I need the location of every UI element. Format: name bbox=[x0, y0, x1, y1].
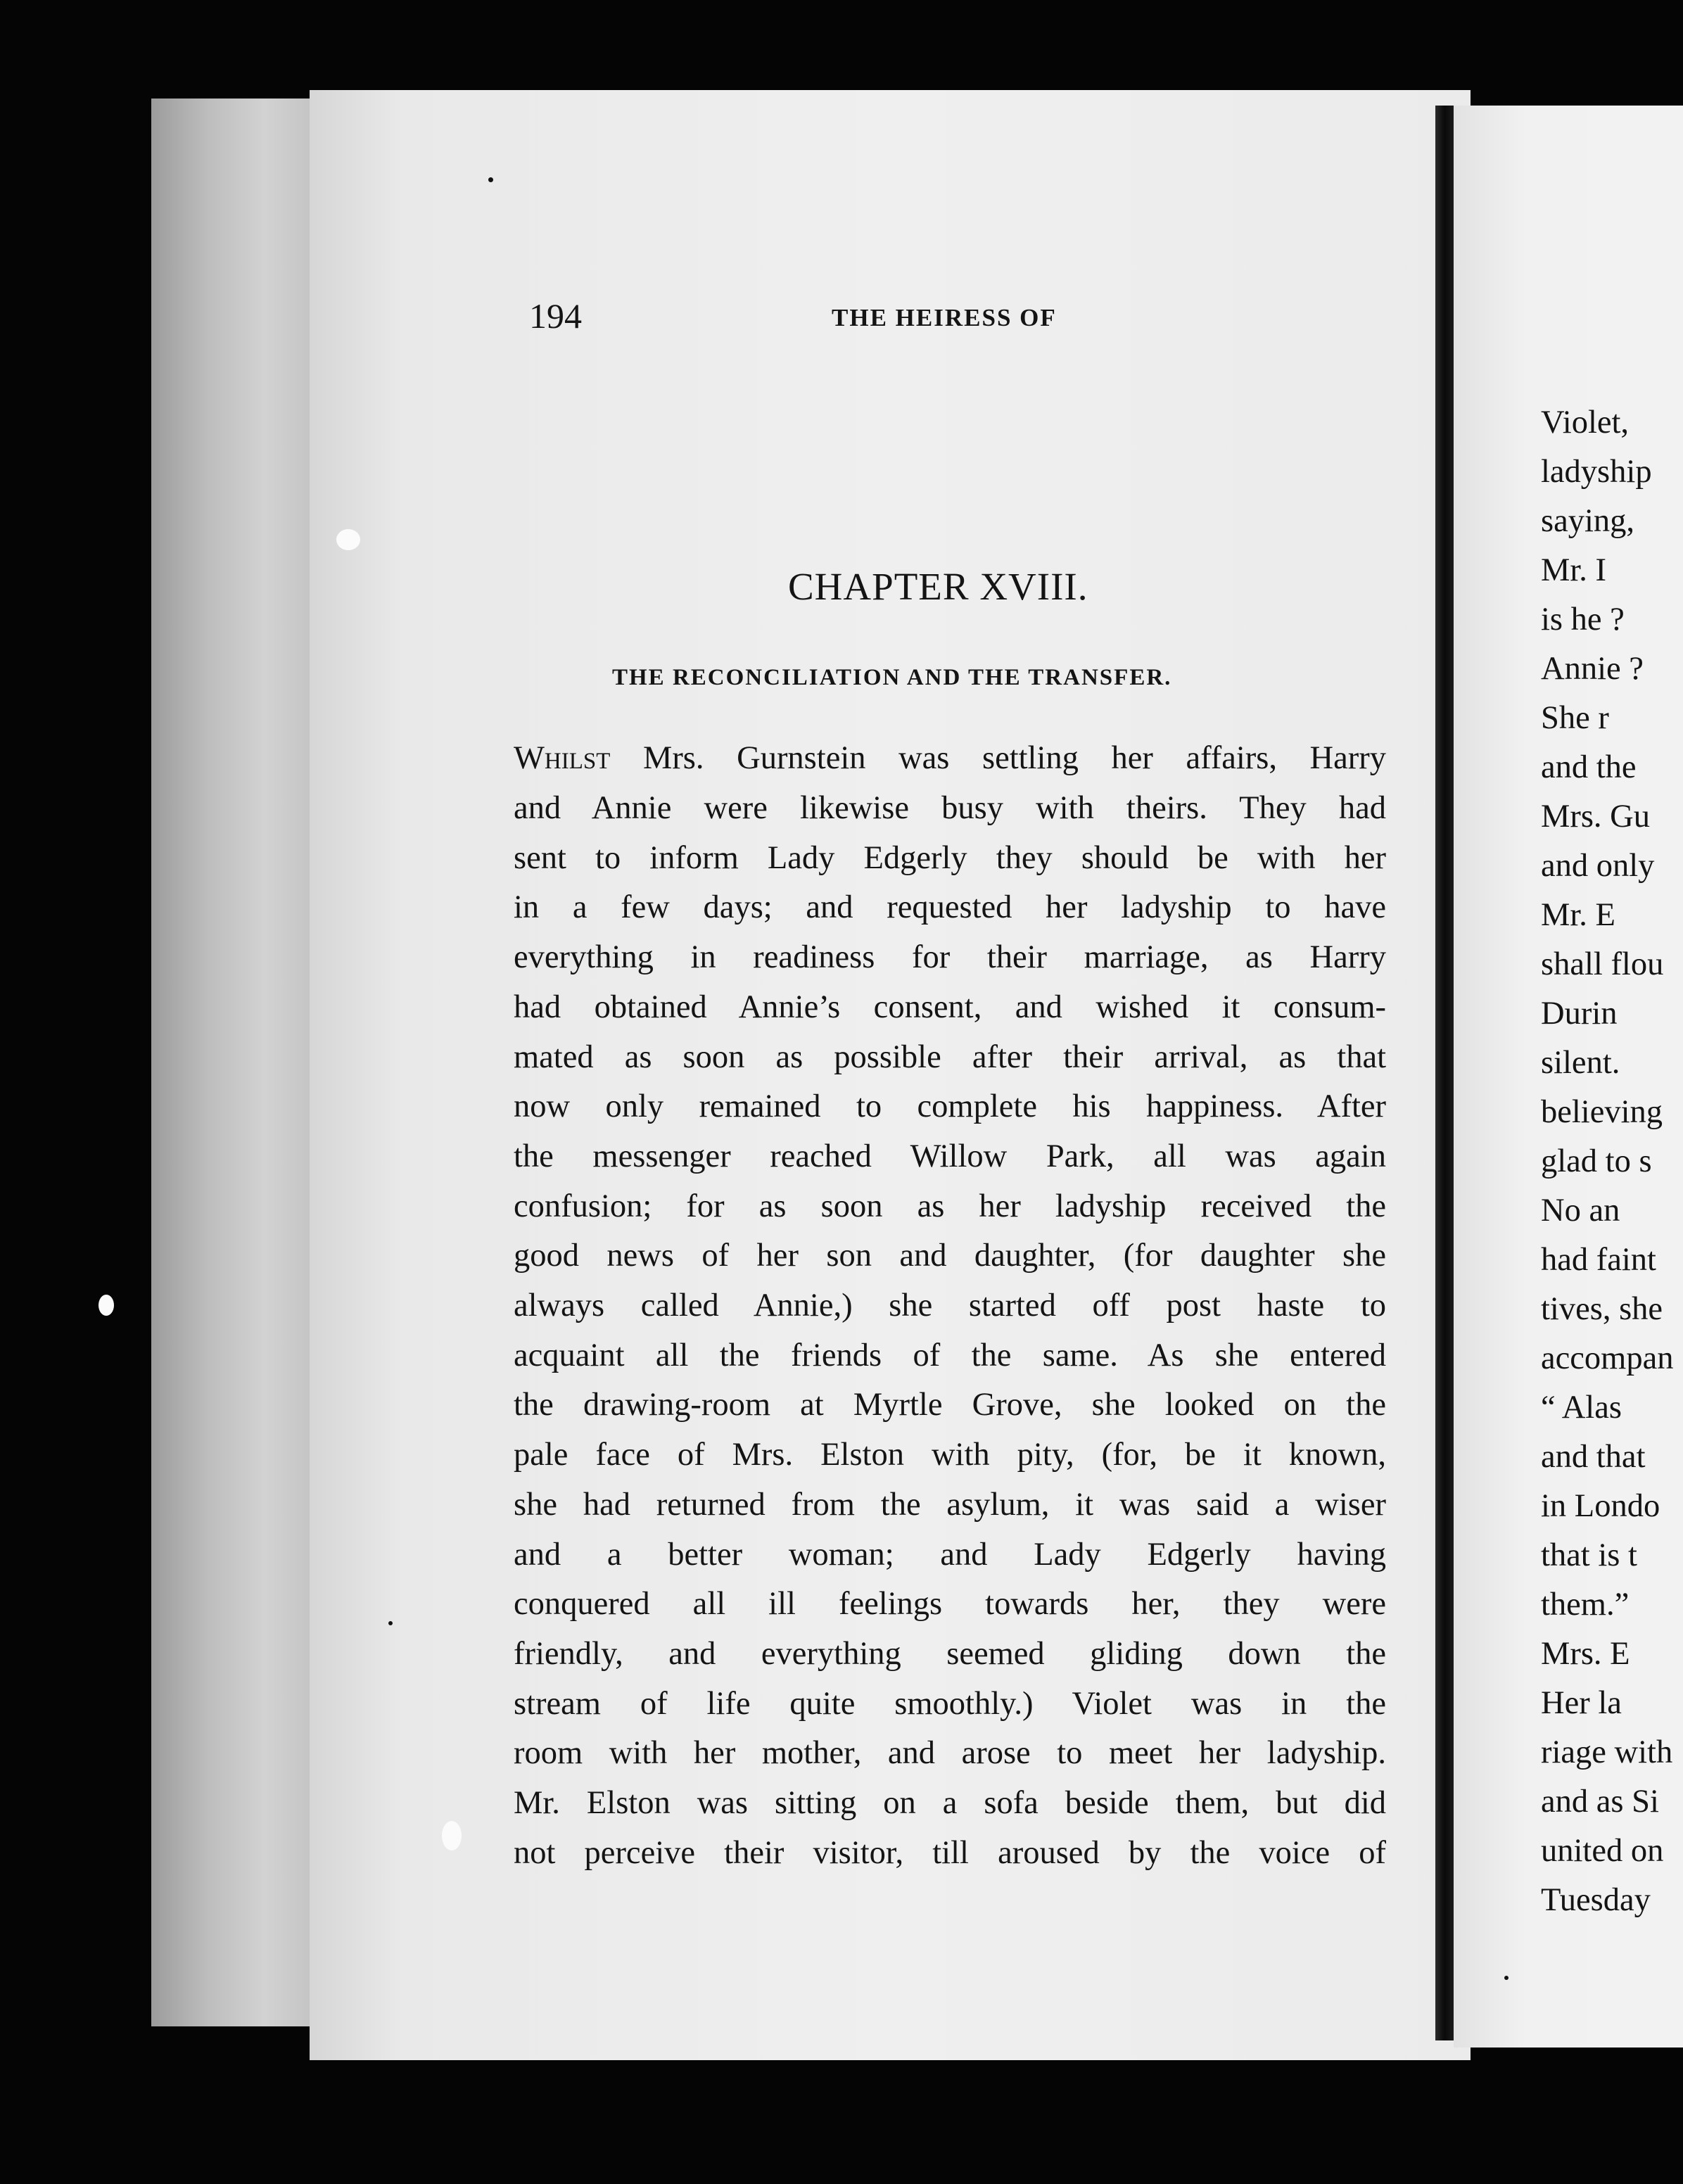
right-page-line: believing bbox=[1541, 1094, 1663, 1130]
page-number: 194 bbox=[529, 296, 582, 336]
body-line: pale face of Mrs. Elston with pity, (for, be it known, bbox=[514, 1437, 1386, 1473]
body-line: room with her mother, and arose to meet her ladyship. bbox=[514, 1735, 1386, 1772]
page-block-edge bbox=[151, 99, 313, 2026]
right-page-line: glad to s bbox=[1541, 1143, 1652, 1179]
right-page-line: Tuesday bbox=[1541, 1882, 1651, 1918]
right-page-line: and only bbox=[1541, 848, 1655, 884]
right-page-line: Mr. E bbox=[1541, 897, 1615, 933]
right-page-line: united on bbox=[1541, 1833, 1664, 1869]
body-line: always called Annie,) she started off post haste to bbox=[514, 1288, 1386, 1323]
right-page-line: and the bbox=[1541, 749, 1637, 785]
paper-speck bbox=[442, 1821, 462, 1850]
right-page-line: tives, she bbox=[1541, 1291, 1663, 1327]
body-line: the messenger reached Willow Park, all was again bbox=[514, 1138, 1386, 1174]
right-page-line: Annie ? bbox=[1541, 651, 1644, 687]
right-page-line: in Londo bbox=[1541, 1488, 1660, 1524]
body-line: confusion; for as soon as her ladyship received the bbox=[514, 1188, 1386, 1224]
right-page-line: and that bbox=[1541, 1439, 1646, 1475]
chapter-title: CHAPTER XVIII. bbox=[788, 565, 1088, 608]
running-head: THE HEIRESS OF bbox=[832, 304, 1057, 331]
paper-speck bbox=[336, 529, 360, 550]
body-line: friendly, and everything seemed gliding down the bbox=[514, 1635, 1386, 1672]
right-page-line: had faint bbox=[1541, 1242, 1656, 1278]
body-line: everything in readiness for their marriage, as Harry bbox=[514, 939, 1386, 976]
body-line: sent to inform Lady Edgerly they should be with her bbox=[514, 839, 1386, 876]
right-page-line: shall flou bbox=[1541, 946, 1664, 982]
body-line: conquered all ill feelings towards her, they were bbox=[514, 1586, 1386, 1623]
body-line: mated as soon as possible after their arrival, as that bbox=[514, 1039, 1386, 1075]
right-page-line: No an bbox=[1541, 1193, 1620, 1228]
ink-dot bbox=[388, 1621, 393, 1625]
paper-speck bbox=[99, 1295, 114, 1316]
opening-word: Whilst bbox=[514, 740, 611, 776]
ink-dot bbox=[1504, 1976, 1509, 1980]
right-page-line: riage with bbox=[1541, 1734, 1673, 1770]
body-line: good news of her son and daughter, (for daughter she bbox=[514, 1238, 1386, 1274]
right-page-line: accompan bbox=[1541, 1340, 1674, 1376]
body-line: and Annie were likewise busy with theirs. They had bbox=[514, 790, 1386, 826]
body-line: she had returned from the asylum, it was said a wiser bbox=[514, 1486, 1386, 1523]
body-line: in a few days; and requested her ladyship to have bbox=[514, 889, 1386, 926]
right-page-line: is he ? bbox=[1541, 602, 1625, 637]
right-page-line: and as Si bbox=[1541, 1784, 1659, 1820]
right-page-line: that is t bbox=[1541, 1537, 1637, 1573]
book-gutter bbox=[1435, 106, 1454, 2040]
body-line: now only remained to complete his happiness. After bbox=[514, 1088, 1386, 1125]
body-line: had obtained Annie’s consent, and wished it consum- bbox=[514, 989, 1386, 1025]
right-page-line: Mrs. E bbox=[1541, 1636, 1630, 1672]
right-page-line: Violet, bbox=[1541, 405, 1630, 440]
chapter-subtitle: THE RECONCILIATION AND THE TRANSFER. bbox=[612, 665, 1172, 690]
opening-line-rest: Mrs. Gurnstein was settling her affairs, Harry bbox=[610, 740, 1386, 776]
right-page-line: them.” bbox=[1541, 1587, 1630, 1623]
body-line bbox=[514, 742, 1386, 775]
right-page-line: Durin bbox=[1541, 996, 1618, 1031]
right-page-line: Mrs. Gu bbox=[1541, 799, 1651, 834]
body-line: acquaint all the friends of the same. As she entered bbox=[514, 1337, 1386, 1373]
body-line: the drawing-room at Myrtle Grove, she looked on the bbox=[514, 1387, 1386, 1423]
right-page-line: Her la bbox=[1541, 1685, 1622, 1721]
right-page-line: “ Alas bbox=[1541, 1390, 1622, 1426]
right-page-line: Mr. I bbox=[1541, 552, 1606, 588]
right-page-line: ladyship bbox=[1541, 454, 1652, 490]
right-page-line: saying, bbox=[1541, 503, 1635, 539]
body-line: stream of life quite smoothly.) Violet was in the bbox=[514, 1685, 1386, 1722]
right-page-line: She r bbox=[1541, 700, 1609, 736]
ink-dot bbox=[488, 177, 493, 182]
body-line: and a better woman; and Lady Edgerly having bbox=[514, 1536, 1386, 1573]
body-line: Mr. Elston was sitting on a sofa beside them, but did bbox=[514, 1785, 1386, 1821]
right-page-line: silent. bbox=[1541, 1045, 1620, 1081]
body-line: not perceive their visitor, till aroused by the voice of bbox=[514, 1834, 1386, 1871]
